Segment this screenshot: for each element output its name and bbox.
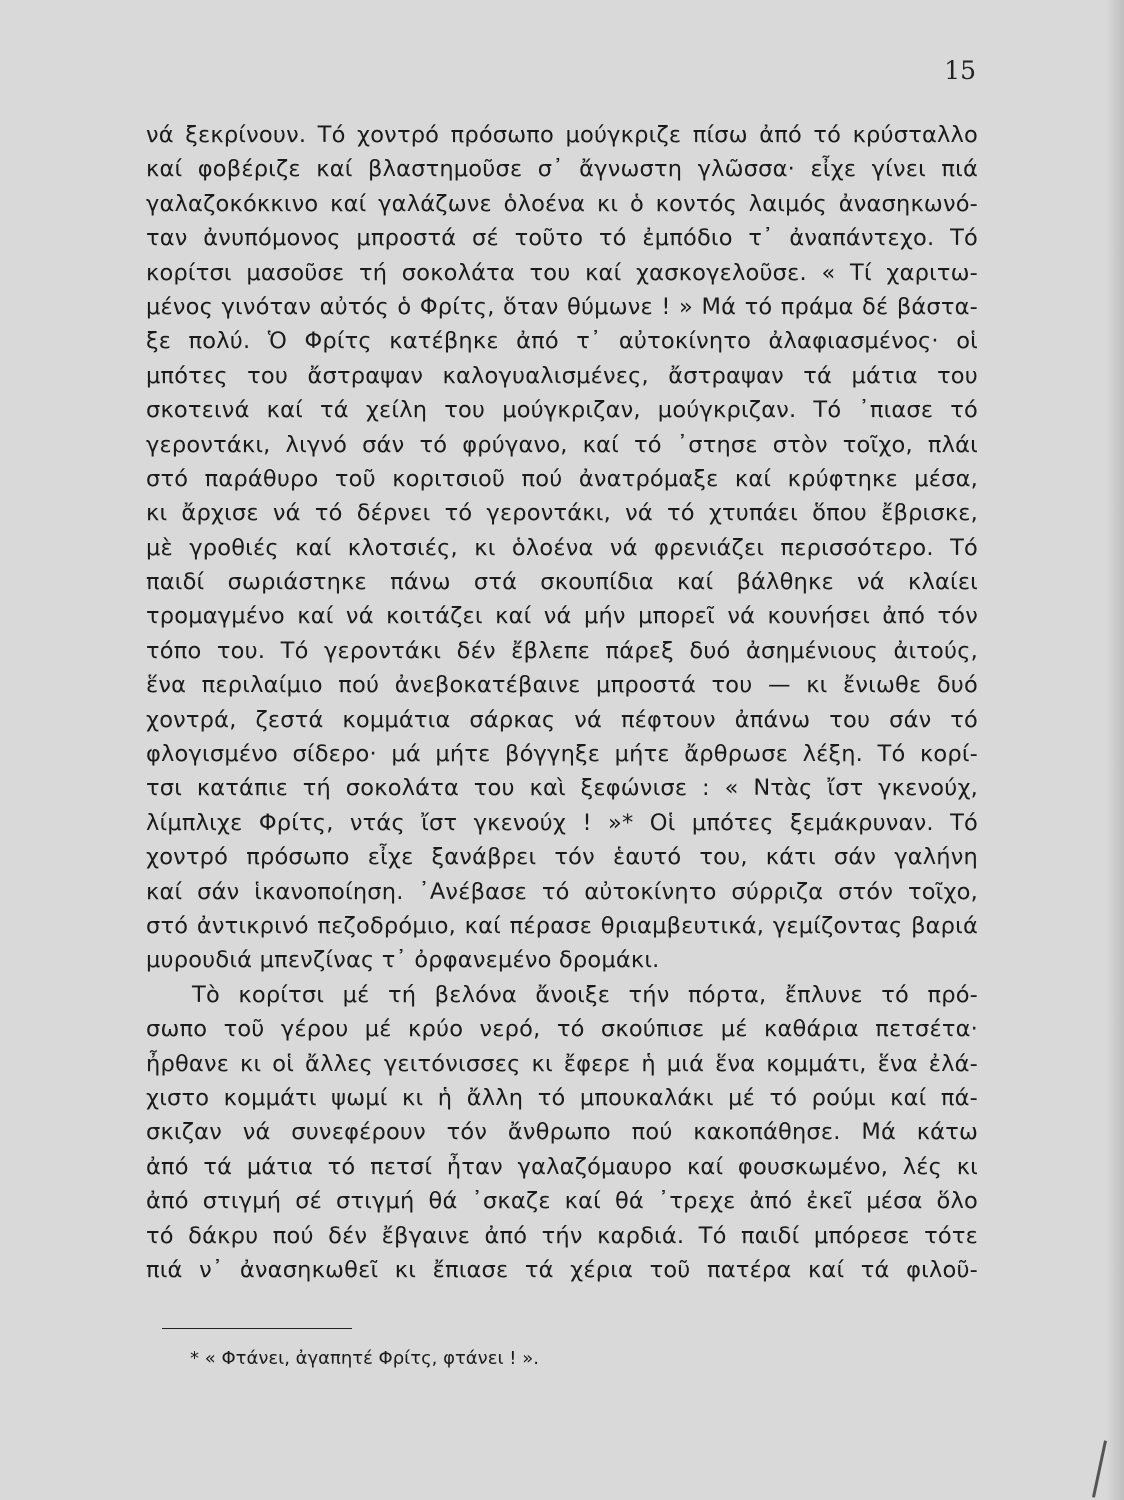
text-line: ἀπό στιγμή σέ στιγμή θά ᾽σκαζε καί θά ᾽τρεχε ἀπό ἐκεῖ μέσα ὅλο [146, 1188, 978, 1215]
text-line: μὲ γροθιές καί κλοτσιές, κι ὁλοένα νά φρενιάζει περισσότερο. Τό [146, 534, 978, 561]
text-line: ἦρθανε κι οἱ ἄλλες γειτόνισσες κι ἔφερε ἡ μιά ἕνα κομμάτι, ἕνα ἐλά- [146, 1050, 978, 1077]
text-line: χοντρό πρόσωπο εἶχε ξανάβρει τόν ἑαυτό του, κάτι σάν γαλήνη [146, 844, 978, 871]
text-line: ξε πολύ. Ὁ Φρίτς κατέβηκε ἀπό τ᾽ αὐτοκίνητο ἀλαφιασμένος· οἱ [146, 328, 978, 355]
text-line: ἕνα περιλαίμιο πού ἀνεβοκατέβαινε μπροστά του — κι ἔνιωθε δυό [146, 672, 978, 699]
page-number: 15 [944, 56, 976, 85]
text-line: σκοτεινά καί τά χείλη του μούγκριζαν, μούγκριζαν. Τό ᾽πιασε τό [146, 397, 978, 424]
text-line: καί σάν ἱκανοποίηση. ᾽Ανέβασε τό αὐτοκίνητο σύρριζα στόν τοῖχο, [146, 878, 978, 905]
text-line: τσι κατάπιε τή σοκολάτα του καὶ ξεφώνισε : « Ντὰς ἴστ γκενούχ, [146, 775, 978, 802]
text-line: φλογισμένο σίδερο· μά μήτε βόγγηξε μήτε ἄρθρωσε λέξη. Τό κορί- [146, 741, 978, 768]
body-text [146, 118, 978, 1287]
text-line: καί φοβέριζε καί βλαστημοῦσε σ᾽ ἄγνωστη γλῶσσα· εἶχε γίνει πιά [146, 156, 978, 183]
text-line: μένος γινόταν αὐτός ὁ Φρίτς, ὅταν θύμωνε ! » Μά τό πράμα δέ βάστα- [146, 293, 978, 320]
page-edge-shadow [1106, 0, 1124, 1500]
text-line: λίμπλιχε Φρίτς, ντάς ἴστ γκενούχ ! »* Οἱ μπότες ξεμάκρυναν. Τό [146, 809, 978, 836]
footnote-divider [162, 1328, 352, 1329]
text-line: ἀπό τά μάτια τό πετσί ἦταν γαλαζόμαυρο καί φουσκωμένο, λές κι [146, 1153, 978, 1180]
text-line: σκιζαν νά συνεφέρουν τόν ἄνθρωπο πού κακοπάθησε. Μά κάτω [146, 1119, 978, 1146]
page-corner-mark [1092, 1440, 1107, 1497]
text-line: κι ἄρχισε νά τό δέρνει τό γεροντάκι, νά τό χτυπάει ὅπου ἔβρισκε, [146, 500, 978, 527]
text-line: χιστο κομμάτι ψωμί κι ἡ ἄλλη τό μπουκαλάκι μέ τό ρούμι καί πά- [146, 1084, 978, 1111]
text-line: νά ξεκρίνουν. Τό χοντρό πρόσωπο μούγκριζε πίσω ἀπό τό κρύσταλλο [146, 122, 978, 148]
paragraph-end-line: μυρουδιά μπενζίνας τ᾽ ὀρφανεμένο δρομάκι. [146, 947, 660, 974]
text-line: στό ἀντικρινό πεζοδρόμιο, καί πέρασε θριαμβευτικά, γεμίζοντας βαριά [146, 912, 978, 939]
text-line: πιά ν᾽ ἀνασηκωθεῖ κι ἔπιασε τά χέρια τοῦ πατέρα καί τά φιλοῦ- [146, 1256, 978, 1283]
text-line: σωπο τοῦ γέρου μέ κρύο νερό, τό σκούπισε μέ καθάρια πετσέτα· [146, 1016, 978, 1043]
text-line: γαλαζοκόκκινο καί γαλάζωνε ὁλοένα κι ὁ κοντός λαιμός ἀνασηκωνό- [146, 190, 978, 217]
text-line: τόπο του. Τό γεροντάκι δέν ἔβλεπε πάρεξ δυό ἀσημένιους ἀιτούς, [146, 637, 978, 664]
text-line: τό δάκρυ πού δέν ἔβγαινε ἀπό τήν καρδιά. Τό παιδί μπόρεσε τότε [146, 1222, 978, 1249]
text-line: τρομαγμένο καί νά κοιτάζει καί νά μήν μπορεῖ νά κουνήσει ἀπό τόν [146, 603, 978, 630]
text-line: χοντρά, ζεστά κομμάτια σάρκας νά πέφτουν ἀπάνω του σάν τό [146, 706, 978, 733]
text-line: κορίτσι μασοῦσε τή σοκολάτα του καί χασκογελοῦσε. « Τί χαριτω- [146, 259, 978, 286]
text-line: παιδί σωριάστηκε πάνω στά σκουπίδια καί βάλθηκε νά κλαίει [146, 569, 978, 596]
text-line: ταν ἀνυπόμονος μπροστά σέ τοῦτο τό ἐμπόδιο τ᾽ ἀναπάντεχο. Τό [146, 225, 978, 252]
footnote: * « Φτάνει, ἀγαπητέ Φρίτς, φτάνει ! ». [190, 1348, 539, 1369]
text-line: στό παράθυρο τοῦ κοριτσιοῦ πού ἀνατρόμαξε καί κρύφτηκε μέσα, [146, 465, 978, 492]
text-line: γεροντάκι, λιγνό σάν τό φρύγανο, καί τό ᾽στησε στὸν τοῖχο, πλάι [146, 431, 978, 458]
text-line: μπότες του ἄστραψαν καλογυαλισμένες, ἄστραψαν τά μάτια του [146, 362, 978, 389]
paragraph-start-line: Τὸ κορίτσι μέ τή βελόνα ἄνοιξε τήν πόρτα, ἔπλυνε τό πρό- [192, 981, 978, 1008]
